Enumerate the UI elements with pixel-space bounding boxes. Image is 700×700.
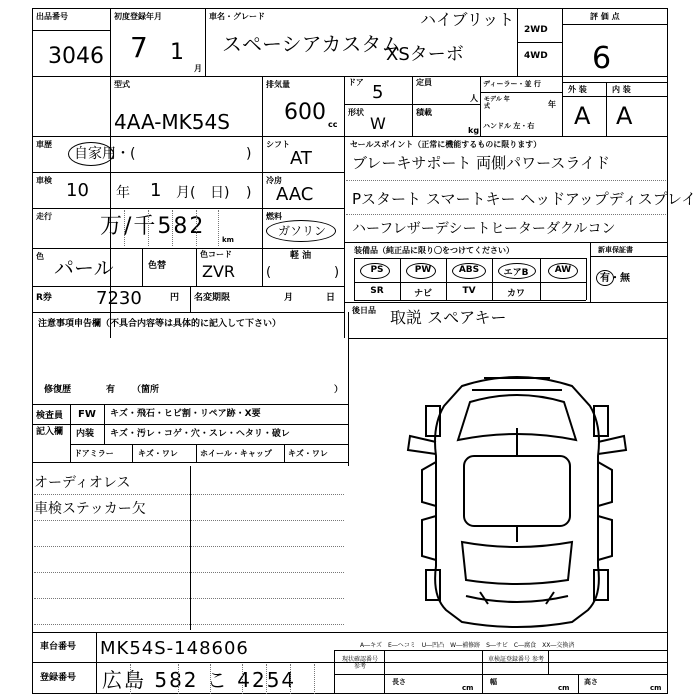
after-label: 後日品: [352, 306, 376, 315]
chassis-label: 車台番号: [40, 642, 77, 652]
name-grade: XSターボ: [386, 44, 464, 65]
model-year-unit: 年: [548, 100, 556, 109]
after-value: 取説 スペアキー: [390, 308, 507, 327]
usage-label: 車歴: [36, 140, 52, 149]
load-label: 積載: [416, 108, 432, 117]
door-value: 5: [372, 82, 384, 103]
name-change-day-unit: 日: [326, 293, 336, 303]
lot-number: 3046: [48, 44, 104, 69]
name-change-unit: 月: [284, 293, 294, 303]
model-year-label: モデル 年式: [484, 96, 510, 110]
name-label: 車名・グレード: [209, 12, 265, 21]
mileage-label: 走行: [36, 212, 52, 221]
equip-abs: ABS: [458, 265, 480, 275]
len-label: 長さ: [392, 678, 406, 686]
dealer-label: ディーラー・並 行: [483, 80, 541, 88]
door-label: ドア: [348, 78, 364, 87]
insp-month-unit: 月(: [176, 185, 196, 201]
wheel-label: ホイール・キャップ: [200, 449, 272, 458]
notes-label: 注意事項申告欄（不具合内容等は具体的に記入して下さい）: [38, 319, 282, 329]
reg-no-label: 登録番号: [40, 673, 77, 683]
name-top: ハイブリット: [420, 10, 515, 29]
mileage-unit: km: [222, 236, 234, 244]
paren-close: ): [334, 265, 340, 280]
reg-year: 7: [130, 31, 148, 64]
cap-unit: 人: [470, 94, 478, 103]
drive-2wd: 2WD: [524, 25, 548, 35]
fuel-label: 燃料: [266, 212, 282, 221]
name-main: スペーシアカスタム: [222, 32, 402, 56]
score-label: 評 価 点: [590, 12, 620, 21]
equip-navi: ナビ: [413, 289, 432, 299]
int-label: 内 装: [612, 85, 631, 94]
reg-month: 1: [170, 40, 184, 65]
inspector-label1: 検査員: [36, 411, 64, 421]
equipment-label: 装備品（純正品に限り〇をつけてください）: [354, 246, 514, 255]
chassis-value: MK54S-148606: [100, 638, 249, 659]
cc-label: 排気量: [266, 80, 290, 89]
fw-value: キズ・飛石・ヒビ割・リペア跡・X要: [110, 409, 261, 419]
width-label: 幅: [490, 678, 497, 686]
newcar-value: 有・無: [600, 273, 630, 284]
sales-label: セールスポイント（正常に機能するものに限ります）: [350, 140, 542, 149]
color-value: パール: [54, 256, 114, 280]
mirror-value: キズ・ワレ: [138, 449, 178, 458]
int-value: A: [616, 102, 633, 130]
car-diagram: [392, 366, 642, 628]
usage-close: ): [246, 146, 252, 162]
mirror-label: ドアミラー: [74, 449, 114, 458]
model-label: 型式: [114, 80, 130, 89]
price-value: 7230: [96, 288, 142, 309]
equip-airbag: エアB: [503, 268, 529, 278]
height-unit: cm: [650, 684, 662, 692]
shift-label: シフト: [266, 140, 290, 149]
inspection-label: 車検: [36, 176, 52, 185]
name-change-label: 名変期限: [194, 293, 231, 303]
cc-unit: cc: [328, 120, 338, 129]
color-change-label: 色替: [148, 261, 167, 271]
cond-ref-2: 車検証登録番号 参考: [488, 656, 544, 663]
int-row-label: 内装: [76, 429, 95, 439]
handle-label: ハンドル 左・右: [483, 122, 535, 130]
height-label: 高さ: [584, 678, 598, 686]
sales-line1: ブレーキサポート 両側パワースライド: [352, 154, 610, 172]
cond-ref-1: 現状確認番号 参考: [341, 656, 378, 670]
fuel-value: ガソリン: [278, 224, 327, 238]
insp-year: 10: [66, 180, 89, 201]
repair-label: 修復歴: [44, 385, 72, 395]
ext-value: A: [574, 102, 591, 130]
ac-label: 冷房: [266, 176, 282, 185]
shape-label: 形状: [348, 108, 364, 117]
repair-value: 有: [106, 385, 116, 395]
paren-open: (: [266, 265, 272, 280]
mileage-value: 万/千582: [100, 214, 206, 239]
equip-pw: PW: [414, 265, 432, 275]
model-value: 4AA-MK54S: [114, 110, 230, 134]
color-code-label: 色コード: [200, 250, 232, 259]
reg-label: 初度登録年月: [114, 12, 162, 21]
ext-label: 外 装: [568, 85, 587, 94]
insp-day-unit: 日): [210, 185, 230, 201]
lot-label: 出品番号: [36, 12, 68, 21]
wheel-value: キズ・ワレ: [288, 449, 328, 458]
reg-no-value: 広島 582 こ 4254: [102, 668, 297, 692]
repair-close: ）: [334, 385, 344, 395]
equip-leather: カワ: [506, 289, 525, 299]
equip-tv: TV: [462, 286, 476, 296]
int-row-value: キズ・汚レ・コゲ・穴・スレ・ヘタリ・破レ: [110, 429, 290, 439]
cc-value: 600: [284, 100, 326, 125]
ac-value: AAC: [276, 184, 314, 205]
free-note-1: オーディオレス: [34, 475, 131, 491]
sales-line3: ハーフレザーデシートヒーターダクルコン: [352, 221, 616, 237]
cap-label: 定員: [416, 78, 432, 87]
insp-year-unit: 年: [116, 185, 130, 201]
score-value: 6: [592, 41, 612, 76]
damage-legend: A―キズ E―ヘコミ U―凹凸 W―補修跡 S―サビ C―腐食 XX―交換済: [360, 642, 575, 649]
repair-part: （箇所: [132, 385, 160, 395]
color-code-value: ZVR: [202, 262, 236, 281]
inspector-label2: 記入欄: [36, 427, 64, 437]
free-note-2: 車検ステッカー欠: [34, 501, 146, 517]
equip-sr: SR: [370, 286, 384, 296]
price-label: R券: [36, 293, 52, 303]
equip-ps: PS: [370, 265, 384, 275]
shift-value: AT: [290, 148, 312, 169]
len-unit: cm: [462, 684, 474, 692]
insp-month: 1: [150, 180, 162, 201]
equip-aw: AW: [554, 265, 572, 275]
usage-value: 自家用・(: [74, 146, 136, 162]
color-label: 色: [36, 252, 44, 261]
drive-4wd: 4WD: [524, 51, 548, 61]
shape-value: W: [370, 114, 386, 133]
price-unit: 円: [170, 293, 180, 303]
fw-label: FW: [78, 409, 96, 420]
insp-close: ): [246, 185, 252, 201]
light-label: 軽 油: [290, 251, 312, 261]
reg-month-unit: 月: [194, 64, 202, 73]
width-unit: cm: [558, 684, 570, 692]
newcar-label: 新車保証書: [598, 246, 633, 254]
load-unit: kg: [468, 126, 480, 135]
sales-line2: Pスタート スマートキー ヘッドアップディスプレイ: [352, 190, 697, 208]
